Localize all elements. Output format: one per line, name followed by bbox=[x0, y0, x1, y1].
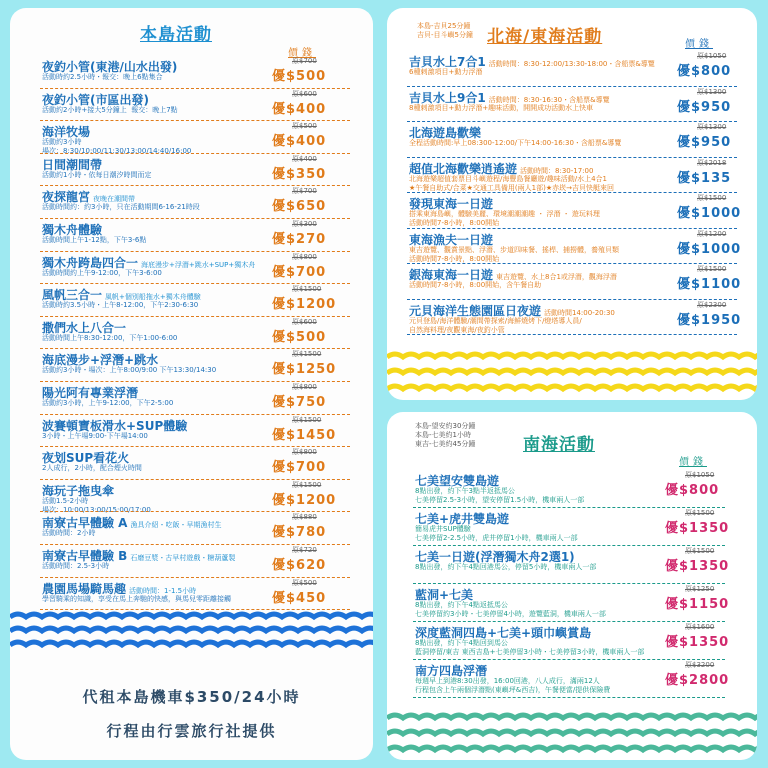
discount-price: 優$2800 bbox=[665, 673, 730, 688]
activity-name-text: 陽光阿有專業浮潛 bbox=[42, 386, 139, 400]
activity-subnote: 活動時間：8:30-17:00 bbox=[520, 166, 594, 175]
row-divider bbox=[407, 228, 737, 229]
original-price: 原$700 bbox=[292, 187, 317, 196]
activity-description: 活動約3小時 場次：8:30/10:00/11:30/13:00/14:40/16:00 bbox=[42, 138, 192, 156]
row-divider bbox=[407, 86, 737, 87]
wave-line bbox=[387, 354, 757, 357]
original-price: 原$2018 bbox=[697, 158, 727, 167]
wave-line bbox=[387, 370, 757, 373]
activity-name-text: 海底漫步+浮潛+跳水 bbox=[42, 353, 159, 368]
wave-line bbox=[10, 614, 373, 617]
discount-price: 優$750 bbox=[272, 395, 327, 410]
activity-name-text: 發現東海一日遊 bbox=[409, 197, 494, 211]
discount-price: 優$1100 bbox=[677, 277, 742, 292]
row-divider bbox=[413, 621, 725, 622]
discount-price: 優$620 bbox=[272, 558, 327, 573]
activity-description: 活動約2小時+接大5分鐘上 報交：晚上7點 bbox=[42, 105, 178, 114]
activity-subnote: 活動時間：1-1.5小時 bbox=[129, 586, 197, 595]
main-activity-item bbox=[10, 188, 373, 221]
activity-description: 每週早上到港8:30出發，16:00回港，八人成行，滿兩12人 行程包含上午兩個浮潛點(東嶼坪&西吉)，午餐便當/提供保險費 bbox=[415, 677, 611, 694]
activity-subnote: 活動時間：8:30-16:30・含船票&導覽 bbox=[488, 95, 610, 104]
activity-name-text: 日間潮間帶 bbox=[42, 157, 103, 172]
wave-line bbox=[387, 386, 757, 389]
north-activity-item bbox=[387, 124, 757, 160]
original-price: 原$1500 bbox=[685, 547, 715, 555]
main-activity-item bbox=[10, 254, 373, 287]
activity-name-text: 藍洞+七美 bbox=[415, 588, 474, 602]
south-activity-item bbox=[387, 472, 757, 510]
row-divider bbox=[407, 334, 737, 335]
original-price: 原$720 bbox=[292, 546, 317, 554]
activity-name-text: 夜探龍宮 bbox=[42, 190, 91, 205]
activity-name-text: 七美一日遊(浮潛獨木舟2選1) bbox=[415, 550, 575, 564]
original-price: 原$1500 bbox=[292, 480, 322, 489]
activity-description: 活動約3小時・場次：上午8:00/9:00 下午13:30/14:30 bbox=[42, 366, 217, 375]
original-price: 原$880 bbox=[292, 513, 317, 522]
footer-agency-line: 行程由行雲旅行社提供 bbox=[106, 722, 277, 740]
row-divider bbox=[413, 507, 725, 508]
discount-price: 優$1200 bbox=[272, 297, 337, 313]
original-price: 原$800 bbox=[292, 252, 317, 261]
activity-name-text: 北海遊島歡樂 bbox=[409, 126, 482, 140]
activity-description: 活動時約2.5小時・報交：晚上6點集合 bbox=[42, 73, 163, 81]
row-divider bbox=[407, 121, 737, 122]
north-activity-item bbox=[387, 195, 757, 231]
main-activity-item bbox=[10, 221, 373, 254]
original-price: 原$500 bbox=[292, 122, 317, 131]
south-activity-item bbox=[387, 586, 757, 624]
activity-description: 東吉遊覽、觀賞景點、浮潛、步道四味餐、搖桿、捕撈體，養殖貝類 活動時間7-8小時，8:00開始 bbox=[409, 245, 619, 263]
north-activity-item bbox=[387, 231, 757, 267]
discount-price: 優$270 bbox=[272, 232, 327, 247]
original-price: 原$1500 bbox=[292, 415, 322, 424]
activity-description: 活動時間上午8:30-12:00，下午1:00-6:00 bbox=[42, 333, 178, 342]
activity-description: 6種刺激項目+動力浮潛 bbox=[409, 68, 483, 76]
north-title: 北海/東海活動 bbox=[487, 27, 603, 47]
discount-price: 優$1150 bbox=[665, 597, 730, 612]
row-divider bbox=[407, 192, 737, 193]
activity-name-text: 波賽頓寶板滑水+SUP體驗 bbox=[42, 418, 188, 433]
activity-description: 8點出發，約下午3點半返抵馬公 七美停留2.5-3小時，望安停留1.5小時，機車兩人一部 bbox=[415, 487, 585, 504]
discount-price: 優$450 bbox=[272, 590, 327, 606]
row-divider bbox=[413, 659, 725, 660]
main-activity-item bbox=[10, 91, 373, 124]
main-title: 本島活動 bbox=[140, 25, 212, 45]
discount-price: 優$950 bbox=[677, 135, 732, 150]
north-east-sea-card bbox=[387, 8, 757, 400]
activity-name-text: 撒們水上八合一 bbox=[42, 320, 127, 335]
main-activity-item bbox=[10, 417, 373, 450]
activity-name-text: 農園馬場騎馬趣 bbox=[42, 581, 127, 596]
discount-price: 優$700 bbox=[272, 460, 327, 476]
row-divider bbox=[407, 299, 737, 300]
discount-price: 優$1000 bbox=[677, 206, 742, 221]
row-divider bbox=[407, 263, 737, 264]
original-price: 原$1500 bbox=[292, 285, 322, 294]
north-price-heading: 價錢 bbox=[685, 39, 713, 50]
original-price: 原$1600 bbox=[685, 623, 715, 631]
original-price: 原$800 bbox=[292, 448, 317, 457]
discount-price: 優$135 bbox=[677, 170, 732, 186]
discount-price: 優$500 bbox=[272, 69, 327, 84]
main-activity-item bbox=[10, 449, 373, 482]
original-price: 原$700 bbox=[292, 57, 317, 65]
south-sea-card bbox=[387, 412, 757, 760]
north-activity-item bbox=[387, 302, 757, 338]
footer-scooter-line: 代租本島機車$350/24小時 bbox=[82, 688, 301, 706]
south-activity-item bbox=[387, 510, 757, 548]
north-wave-decoration bbox=[387, 341, 757, 396]
main-activity-item bbox=[10, 384, 373, 417]
activity-name-text: 吉貝水上9合1 bbox=[409, 90, 486, 105]
original-price: 原$1500 bbox=[697, 265, 727, 273]
activity-subnote: 活動時間：8:30-12:00/13:30-18:00・含船票&導覽 bbox=[488, 60, 655, 68]
activity-name-text: 東海漁夫一日遊 bbox=[409, 232, 494, 247]
activity-description: 8點出發，約下午4點返抵馬公 七美停留約3小時・七美停留4小時，遊覽藍洞，機車兩人一部 bbox=[415, 601, 606, 618]
main-activity-item bbox=[10, 319, 373, 352]
wave-line bbox=[387, 715, 757, 718]
activity-name-text: 南方四島浮潛 bbox=[415, 664, 488, 678]
discount-price: 優$400 bbox=[272, 134, 327, 150]
activity-name-text: 獨木舟跨島四合一 bbox=[42, 255, 139, 270]
discount-price: 優$1200 bbox=[272, 492, 337, 508]
discount-price: 優$1000 bbox=[677, 241, 742, 257]
activity-description: 活動約1小時・依每日潮汐時間而定 bbox=[42, 170, 152, 179]
wave-line bbox=[387, 731, 757, 734]
main-wave-decoration bbox=[10, 603, 373, 653]
row-divider bbox=[407, 157, 737, 158]
activity-name-text: 吉貝水上7合1 bbox=[409, 55, 486, 69]
activity-subnote: 東吉遊覽、水上8合1或浮潛，觀海浮潛 bbox=[496, 273, 617, 281]
activity-subnote: 活動時間14:00-20:30 bbox=[544, 308, 615, 317]
south-activity-item bbox=[387, 662, 757, 700]
north-activity-item bbox=[387, 266, 757, 302]
activity-name-text: 獨木舟體驗 bbox=[42, 223, 103, 237]
activity-description: 活動時約3.5小時・上午8-12:00，下午2:30-6:30 bbox=[42, 301, 199, 310]
discount-price: 優$1950 bbox=[677, 312, 742, 328]
activity-subnote: 海底漫步+浮潛+跳水+SUP+獨木舟 bbox=[141, 260, 256, 269]
original-price: 原$1500 bbox=[697, 194, 727, 202]
activity-description: 8點出發，約下午4點回到馬公 藍洞停留/東吉 東西吉島+七美停留3小時・七美停留3小時，機車兩人一部 bbox=[415, 639, 645, 656]
discount-price: 優$800 bbox=[677, 64, 732, 79]
activity-description: 活動時間：2.5-3小時 bbox=[42, 562, 110, 570]
south-travel-note: 本島-望安約30分鐘 本島-七美約1小時 東吉-七美約45分鐘 bbox=[415, 422, 476, 448]
activity-name-text: 夜划SUP看花火 bbox=[42, 451, 130, 466]
activity-name-text: 七美望安雙島遊 bbox=[415, 474, 500, 488]
main-activity-item bbox=[10, 123, 373, 156]
north-activity-item bbox=[387, 160, 757, 196]
activity-description: 3小時・上午場9:00-下午場14:00 bbox=[42, 431, 148, 440]
original-price: 原$800 bbox=[292, 383, 317, 391]
main-activity-item bbox=[10, 58, 373, 91]
discount-price: 優$700 bbox=[272, 264, 327, 280]
activity-description: 元貝登島/海洋體驗/潮間帶探索/海鮮燒烤下/燈塔導人員/ 自然海料理/夜觀東海/夜釣小管 bbox=[409, 316, 582, 334]
original-price: 原$400 bbox=[292, 154, 317, 163]
activity-description: 活動約3小時，上午9-12:00，下午2-5:00 bbox=[42, 399, 174, 407]
activity-description: 活動時間：2小時 bbox=[42, 529, 96, 538]
main-activity-item bbox=[10, 482, 373, 515]
activity-subnote: 風帆+個別船拖水+獨木舟體驗 bbox=[105, 293, 201, 302]
discount-price: 優$950 bbox=[677, 99, 732, 115]
row-divider bbox=[413, 697, 725, 698]
original-price: 原$1050 bbox=[697, 52, 727, 60]
discount-price: 優$1250 bbox=[272, 362, 337, 378]
activity-description: 8點出發，約下午4點回港馬公，停留5小時，機車兩人一部 bbox=[415, 563, 597, 571]
original-price: 原$1500 bbox=[685, 509, 715, 517]
discount-price: 優$1350 bbox=[665, 559, 730, 574]
activity-name-text: 南寮古早體驗 A bbox=[42, 516, 128, 531]
main-activity-item bbox=[10, 547, 373, 580]
south-activity-item bbox=[387, 624, 757, 662]
activity-description: 2人成行，2小時，配合煙火時間 bbox=[42, 464, 142, 473]
original-price: 原$600 bbox=[292, 317, 317, 326]
discount-price: 優$1450 bbox=[272, 427, 337, 443]
activity-name-text: 銀海東海一日遊 bbox=[409, 268, 494, 282]
discount-price: 優$800 bbox=[665, 483, 720, 498]
main-island-card bbox=[10, 8, 373, 760]
south-wave-decoration bbox=[387, 702, 757, 760]
original-price: 原$1200 bbox=[697, 229, 727, 238]
discount-price: 優$780 bbox=[272, 525, 327, 541]
south-activity-item bbox=[387, 548, 757, 586]
activity-description: 活動1.5-2小時 場次：10:00/13:00/15:00/17:00 bbox=[42, 496, 151, 514]
activity-description: 學習騎乘的知識，享受在馬上奔馳的快感，與馬兒零距離接觸 bbox=[42, 594, 231, 603]
main-activity-item bbox=[10, 351, 373, 384]
original-price: 原$1250 bbox=[685, 585, 715, 593]
activity-name-text: 超值北海歡樂逍遙遊 bbox=[409, 161, 518, 176]
activity-name-text: 風帆三合一 bbox=[42, 288, 103, 303]
activity-name-text: 夜釣小管(市區出發) bbox=[42, 92, 149, 107]
discount-price: 優$350 bbox=[272, 166, 327, 182]
north-activity-item bbox=[387, 89, 757, 125]
activity-description: 8種刺激項目+動力浮潛+趣味活動，開開成功活動水上快車 bbox=[409, 103, 594, 112]
main-activity-item bbox=[10, 286, 373, 319]
activity-name-text: 七美+虎井雙島遊 bbox=[415, 512, 510, 526]
original-price: 原$300 bbox=[292, 220, 317, 228]
north-travel-note: 本島-吉貝25分鐘 吉貝-目斗嶼5分鐘 bbox=[417, 22, 473, 39]
activity-description: 活動時間約上午9-12:00，下午3-6:00 bbox=[42, 268, 162, 277]
activity-description: 活動時間上午1-12點，下午3-6點 bbox=[42, 236, 147, 244]
row-divider bbox=[413, 583, 725, 584]
activity-description: 北海遊樂超值套票目斗嶼遊程/海豐島餐廳遊/趣味活動/水上4合1 ★午餐自助式/合菜★交通工具備用(兩人1部)★赤崁→吉貝快艇來回 bbox=[409, 174, 614, 192]
south-price-heading: 價錢 bbox=[679, 457, 707, 468]
wave-line bbox=[387, 747, 757, 750]
discount-price: 優$400 bbox=[272, 101, 327, 117]
original-price: 原$1050 bbox=[685, 471, 715, 479]
main-activity-item bbox=[10, 156, 373, 189]
original-price: 原$3200 bbox=[685, 661, 715, 669]
activity-description: 簡易虎井SUP體驗 七美停留2-2.5小時，虎井停留1小時，機車兩人一部 bbox=[415, 525, 578, 542]
south-title: 南海活動 bbox=[523, 435, 595, 455]
activity-subnote: 石磨豆漿・古早村遊戲・糖葫蘆製 bbox=[130, 554, 236, 562]
original-price: 原$1300 bbox=[697, 123, 727, 131]
original-price: 原$2300 bbox=[697, 300, 727, 309]
original-price: 原$500 bbox=[292, 578, 317, 587]
activity-name-text: 元貝海洋生態園區日夜遊 bbox=[409, 303, 542, 318]
activity-description: 搭乘東海島嶼，體驗美麗、環境潮潮潮趣 ・ 浮潛 ・ 遊玩料理 活動時間7-8小時，8:00開始 bbox=[409, 210, 600, 227]
activity-description: 活動時間約：約3小時，只在活動期間6-16-21時段 bbox=[42, 203, 200, 212]
activity-subnote: 夜晚在潮間帶 bbox=[93, 195, 136, 204]
activity-name-text: 海洋牧場 bbox=[42, 125, 91, 140]
original-price: 原$1500 bbox=[292, 350, 322, 359]
main-price-heading: 價錢 bbox=[288, 48, 316, 59]
activity-name-text: 深度藍洞四島+七美+頭巾嶼賞島 bbox=[415, 626, 592, 640]
discount-price: 優$1350 bbox=[665, 635, 730, 650]
activity-description: 全程活動時間:早上08:300-12:00/下午14:00-16:30・含船票&導覽 bbox=[409, 139, 622, 147]
discount-price: 優$500 bbox=[272, 329, 327, 345]
activity-description: 活動時間7-8小時，8:00開始，含午餐自助 bbox=[409, 281, 542, 289]
original-price: 原$1300 bbox=[697, 87, 727, 96]
activity-subnote: 漁具介紹・吃飯・早期漁村生 bbox=[130, 521, 222, 530]
main-activity-item bbox=[10, 514, 373, 547]
north-activity-item bbox=[387, 53, 757, 89]
discount-price: 優$1350 bbox=[665, 521, 730, 536]
activity-name-text: 南寮古早體驗 B bbox=[42, 549, 128, 563]
discount-price: 優$650 bbox=[272, 199, 327, 215]
wave-line bbox=[10, 642, 373, 645]
activity-name-text: 夜釣小管(東港/山水出發) bbox=[42, 60, 178, 74]
original-price: 原$600 bbox=[292, 89, 317, 98]
row-divider bbox=[413, 545, 725, 546]
activity-name-text: 海玩子拖曳傘 bbox=[42, 483, 115, 498]
wave-line bbox=[10, 628, 373, 631]
